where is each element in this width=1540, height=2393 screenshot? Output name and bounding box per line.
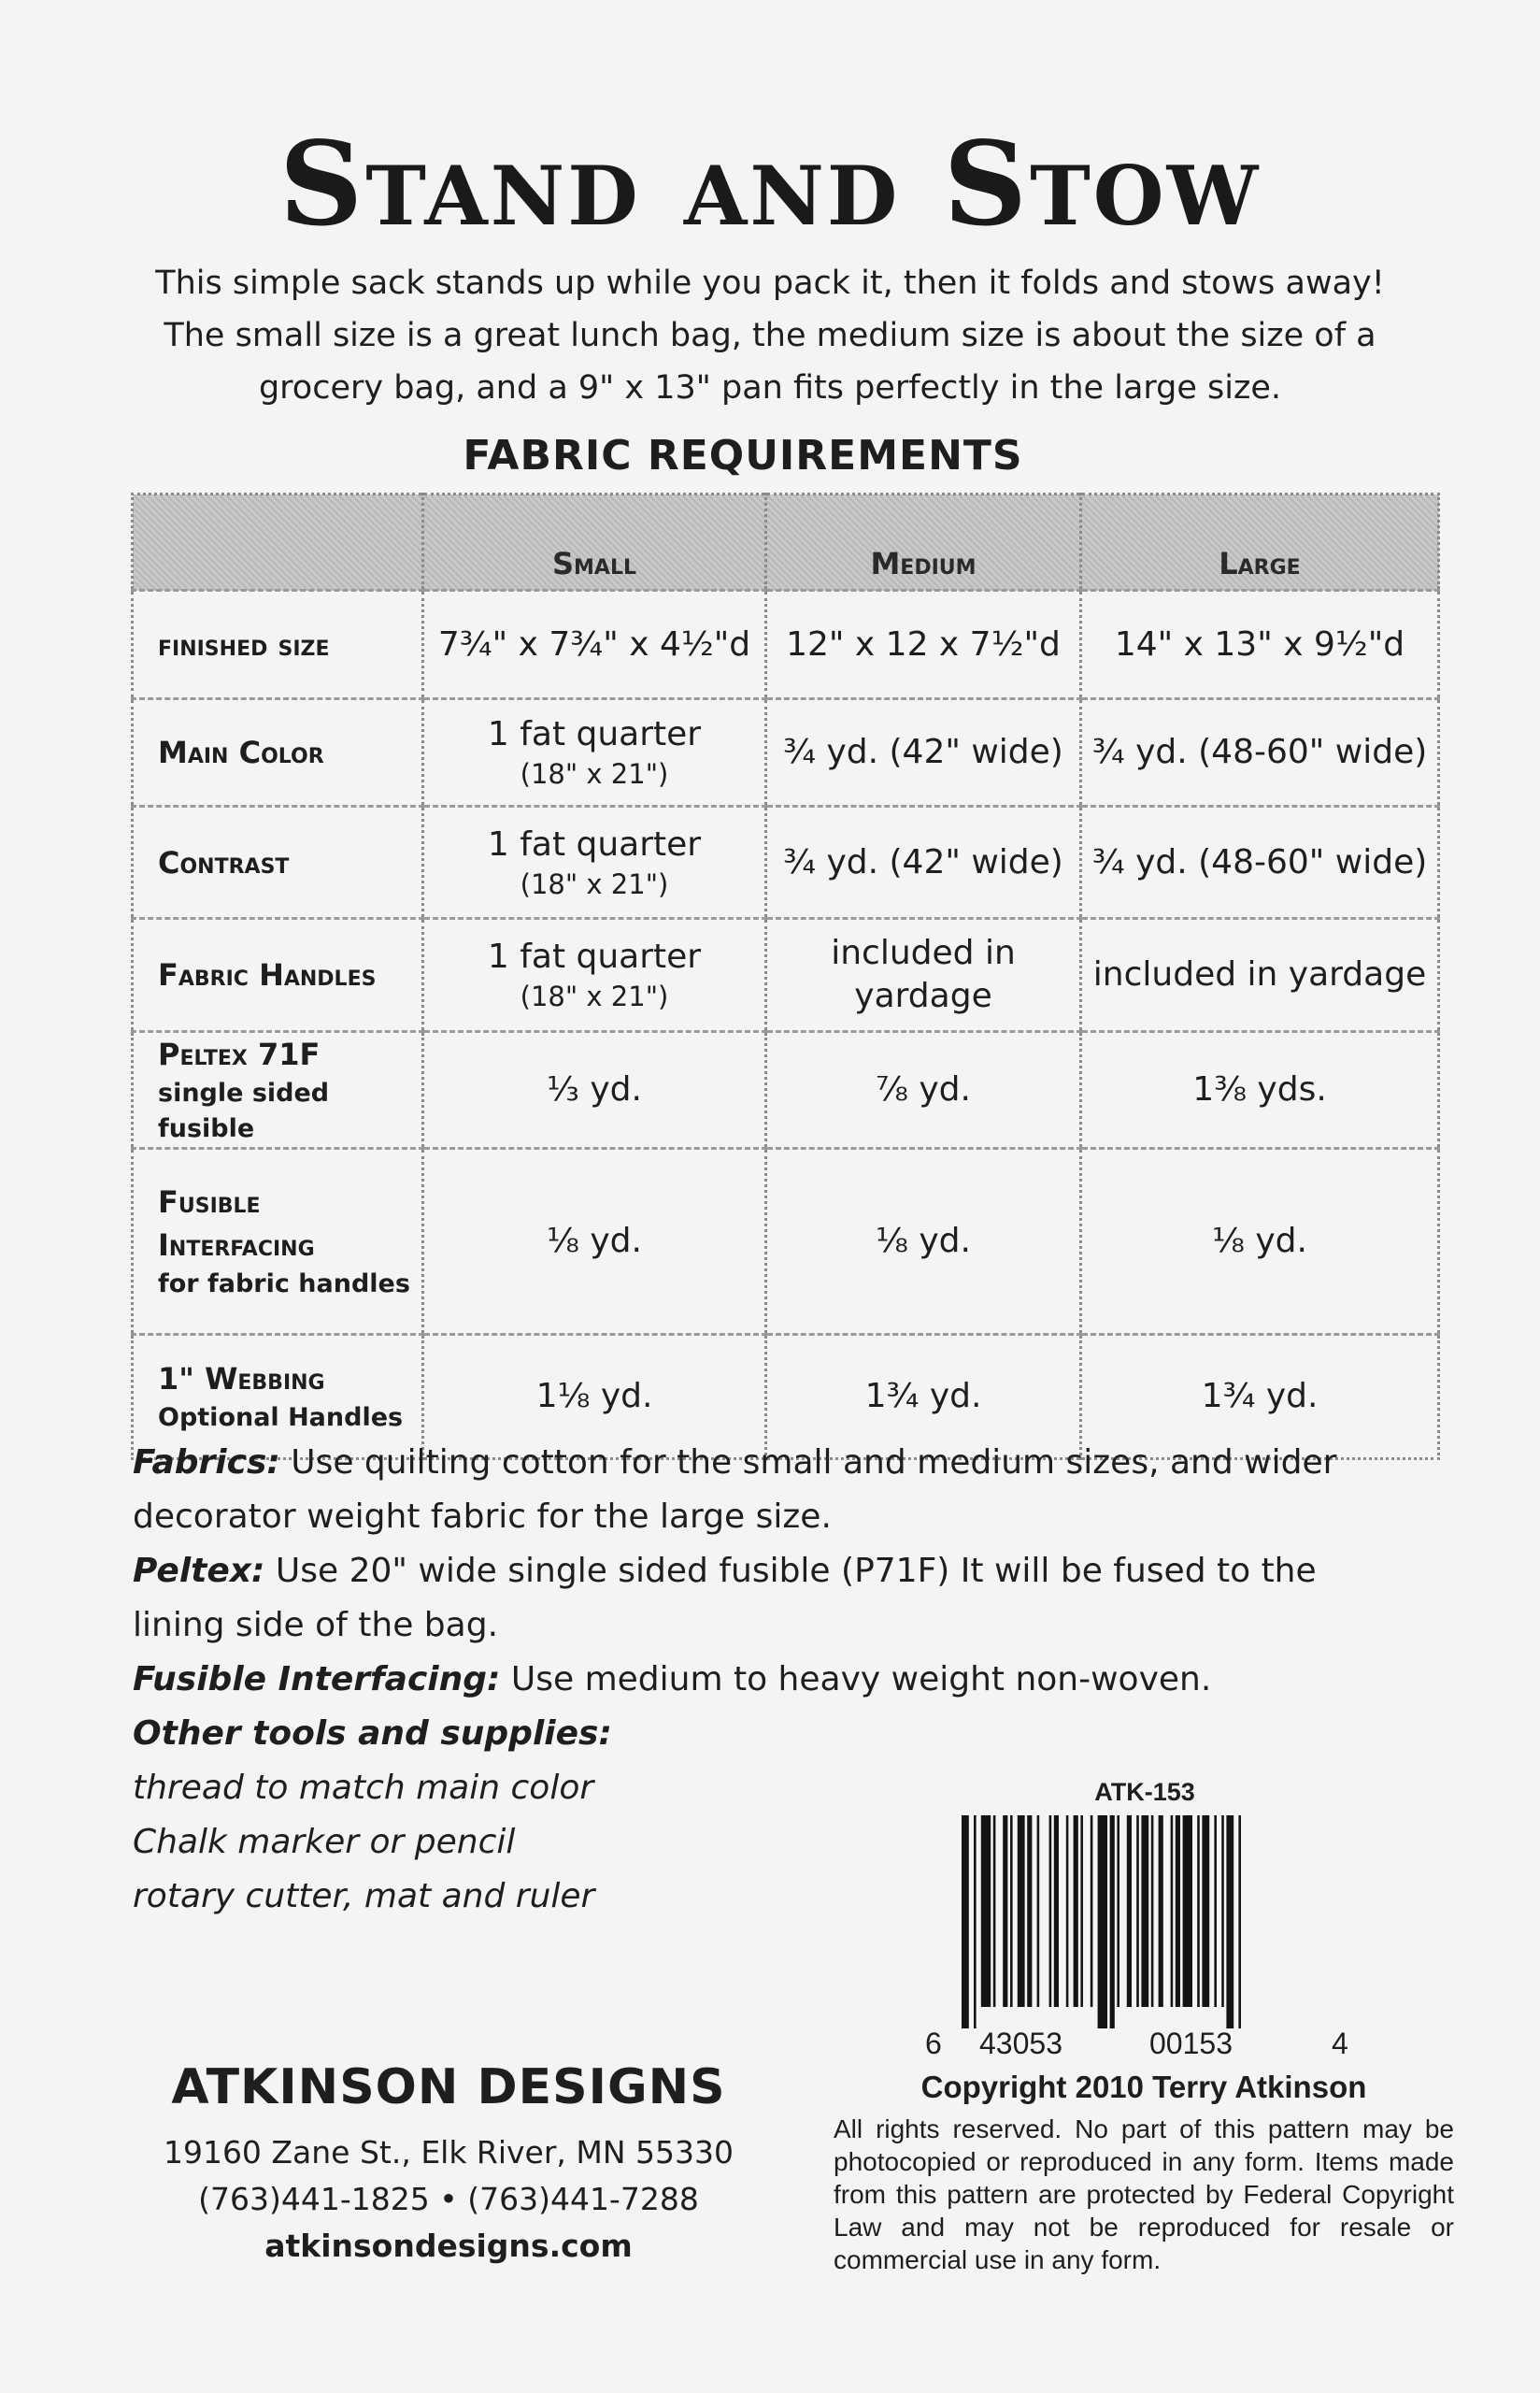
note-fabrics-text: Use quilting cotton for the small and medium sizes, and wider decorator weight fabric for the large size. (133, 1443, 1337, 1536)
cell-value: 14" x 13" x 9½"d (1114, 624, 1405, 664)
row-label-text: Fabric Handles (158, 957, 377, 993)
cell-value: 7¾" x 7¾" x 4½"d (437, 624, 751, 664)
cell-value: ⅓ yd. (547, 1070, 642, 1109)
barcode-bar (1159, 1815, 1163, 2007)
barcode-bar (1183, 1815, 1192, 2007)
note-fabrics-label: Fabrics: (133, 1443, 280, 1482)
note-peltex-text: Use 20" wide single sided fusible (P71F) It will be fused to the lining side of the bag. (133, 1552, 1317, 1644)
row-label (133, 591, 423, 699)
intro-paragraph: This simple sack stands up while you pack it, then it folds and stows away! The small size is a great lunch bag, the medium size is about the size of a grocery bag, and a 9" x 13" pan fits perfectly in the large size. (155, 265, 1385, 407)
table-row (133, 1032, 1439, 1149)
barcode-digit: 6 (925, 2027, 942, 2060)
cell-value: ⅛ yd. (876, 1222, 971, 1260)
header-blank (133, 494, 423, 591)
note-peltex (133, 1544, 1348, 1653)
cell-note: (18" x 21") (520, 758, 669, 790)
row-label-text: Peltex 71F (158, 1037, 321, 1072)
barcode-bar (1127, 1815, 1132, 2007)
barcode-digit: 00153 (1149, 2027, 1233, 2060)
barcode-bar (1214, 1815, 1217, 2007)
barcode-bar (1221, 1815, 1224, 2007)
copyright-title: Copyright 2010 Terry Atkinson (920, 2070, 1367, 2104)
cell-small (423, 919, 766, 1032)
company-phones: (763)441-1825 • (763)441-7288 (198, 2181, 699, 2217)
pattern-title: Stand and Stow (278, 117, 1262, 252)
note-interfacing (133, 1653, 1348, 1707)
barcode-bar (1010, 1815, 1013, 2007)
barcode-bar (1027, 1815, 1032, 2007)
cell-value: 1 fat quarter (487, 715, 702, 753)
header-medium: Medium (766, 494, 1081, 591)
cell-value: 1⅜ yds. (1192, 1070, 1327, 1109)
cell-value: ⅛ yd. (547, 1222, 642, 1260)
barcode-bar (1151, 1815, 1154, 2007)
barcode-bar (1037, 1815, 1040, 2007)
row-label-sub: Optional Handles (158, 1403, 404, 1432)
barcode-bar (1176, 1815, 1180, 2007)
cell-medium (766, 1032, 1081, 1149)
cell-small (423, 1149, 766, 1335)
cell-value: 1 fat quarter (487, 824, 702, 864)
barcode-graphic (958, 1815, 1322, 2028)
cell-value: 1⅛ yd. (535, 1377, 653, 1415)
barcode-bar (1018, 1815, 1025, 2007)
table-row (133, 591, 1439, 699)
cell-medium (766, 591, 1081, 699)
barcode-bar (1136, 1815, 1139, 2007)
row-label (133, 919, 423, 1032)
row-label (133, 807, 423, 919)
company-address: 19160 Zane St., Elk River, MN 55330 (163, 2134, 734, 2171)
company-website: atkinsondesigns.com (264, 2228, 633, 2264)
cell-value: 1¾ yd. (1201, 1377, 1319, 1415)
cell-value: 1¾ yd. (864, 1377, 982, 1415)
barcode-bar (1110, 1815, 1115, 2028)
header-small: Small (423, 494, 766, 591)
cell-value: ¾ yd. (42" wide) (783, 842, 1063, 881)
supply-item: Chalk marker or pencil (133, 1823, 516, 1861)
note-peltex-label: Peltex: (133, 1552, 265, 1590)
cell-large (1081, 1149, 1439, 1335)
cell-small (423, 807, 766, 919)
fabric-requirements-table (131, 493, 1440, 1460)
barcode-bar (1080, 1815, 1083, 2007)
table-row (133, 807, 1439, 919)
row-label-text: 1" Webbing (158, 1361, 325, 1397)
barcode-bar (1202, 1815, 1209, 2007)
table-header-row (133, 494, 1439, 591)
barcode-bar (962, 1815, 969, 2028)
cell-medium (766, 1149, 1081, 1335)
note-fabrics (133, 1436, 1348, 1544)
barcode-bar (1091, 1815, 1093, 2007)
cell-value: 12" x 12 x 7½"d (786, 624, 1061, 664)
row-label (133, 1149, 423, 1335)
row-label-sub: single sided fusible (158, 1079, 330, 1143)
barcode-bar (1171, 1815, 1174, 2007)
table-row (133, 699, 1439, 807)
cell-medium (766, 807, 1081, 919)
cell-large (1081, 1032, 1439, 1149)
cell-small (423, 1032, 766, 1149)
barcode-bar (993, 1815, 996, 2007)
row-label-text: Contrast (158, 844, 290, 881)
barcode-digit: 4 (1332, 2027, 1348, 2060)
cell-large (1081, 591, 1439, 699)
supply-item: rotary cutter, mat and ruler (133, 1877, 595, 1915)
cell-value: ⅞ yd. (876, 1070, 971, 1109)
barcode-bar (1074, 1815, 1078, 2007)
barcode-bar (974, 1815, 977, 2028)
cell-value: included in yardage (831, 934, 1016, 1015)
barcode-bar (1238, 1815, 1241, 2028)
row-label-sub: for fabric handles (158, 1269, 410, 1298)
company-name: ATKINSON DESIGNS (171, 2059, 726, 2115)
cell-large (1081, 919, 1439, 1032)
cell-large (1081, 807, 1439, 919)
note-tools (133, 1707, 1348, 1761)
barcode-digit: 43053 (979, 2027, 1062, 2060)
barcode-bar (1054, 1815, 1059, 2007)
cell-large (1081, 699, 1439, 807)
cell-value: ¾ yd. (48-60" wide) (1091, 842, 1428, 881)
barcode-bar (981, 1815, 991, 2007)
cell-note: (18" x 21") (520, 981, 669, 1012)
note-interfacing-label: Fusible Interfacing: (133, 1660, 501, 1698)
barcode-bar (1117, 1815, 1119, 2007)
cell-value: ⅛ yd. (1212, 1222, 1307, 1260)
row-label (133, 699, 423, 807)
copyright-text: All rights reserved. No part of this pattern may be photocopied or reproduced in any form. Items made from this pattern are protected by Federal Copyright Law and may not be reproduced for resale or commercial use in any form. (834, 2114, 1454, 2274)
row-label (133, 1032, 423, 1149)
barcode-bar (1197, 1815, 1200, 2007)
header-large: Large (1081, 494, 1439, 591)
cell-value: ¾ yd. (42" wide) (783, 733, 1063, 771)
note-tools-label: Other tools and supplies: (133, 1714, 612, 1753)
cell-small (423, 591, 766, 699)
row-label-text: Fusible Interfacing (158, 1184, 315, 1263)
barcode-bar (1066, 1815, 1069, 2007)
table-row (133, 1149, 1439, 1335)
barcode-bar (1141, 1815, 1148, 2007)
cell-value: included in yardage (1092, 955, 1427, 994)
cell-value: 1 fat quarter (487, 938, 702, 976)
fabric-requirements-heading: FABRIC REQUIREMENTS (463, 432, 1023, 480)
barcode-bar (1098, 1815, 1107, 2028)
row-label-text: Main Color (158, 735, 324, 770)
barcode-bar (1226, 1815, 1233, 2028)
supply-item: thread to match main color (133, 1769, 594, 1807)
cell-medium (766, 699, 1081, 807)
cell-value: ¾ yd. (48-60" wide) (1091, 733, 1428, 771)
barcode-bar (1003, 1815, 1007, 2007)
cell-note: (18" x 21") (520, 867, 669, 900)
table-row (133, 919, 1439, 1032)
note-interfacing-text: Use medium to heavy weight non-woven. (500, 1660, 1212, 1698)
sku-label: ATK-153 (1094, 1778, 1195, 1806)
row-label-text: finished size (158, 626, 330, 663)
cell-medium (766, 919, 1081, 1032)
cell-small (423, 699, 766, 807)
barcode-bar (1049, 1815, 1052, 2007)
